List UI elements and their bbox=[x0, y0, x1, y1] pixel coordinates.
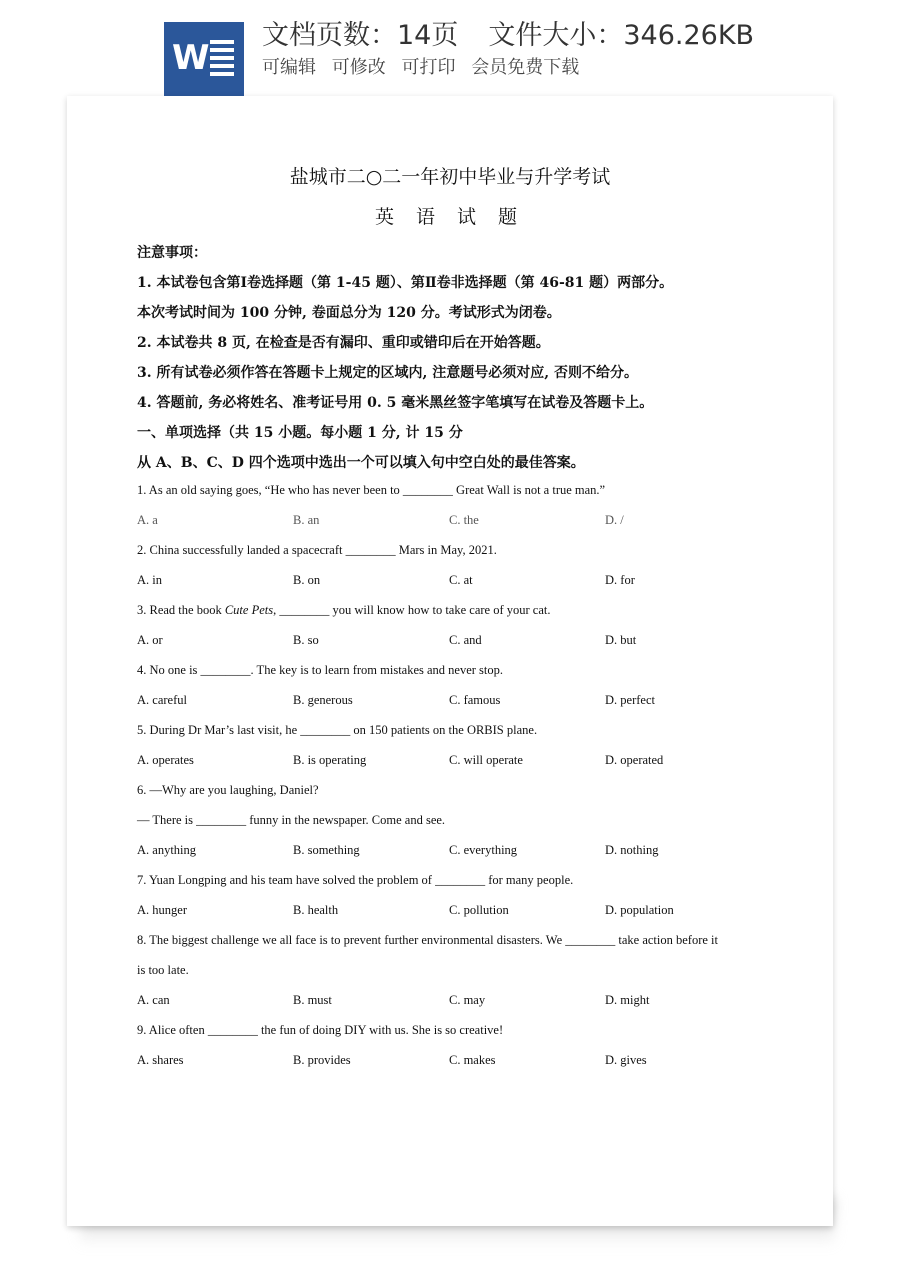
option-a: A. hunger bbox=[137, 903, 187, 917]
notice-item: 1. 本试卷包含第Ⅰ卷选择题（第 1-45 题）、第Ⅱ卷非选择题（第 46-81 题）两部分。 bbox=[137, 275, 674, 291]
option-c: C. pollution bbox=[449, 903, 509, 917]
notice-item: 2. 本试卷共 8 页, 在检查是否有漏印、重印或错印后在开始答题。 bbox=[137, 335, 550, 351]
notice-item: 3. 所有试卷必须作答在答题卡上规定的区域内, 注意题号必须对应, 否则不给分。 bbox=[137, 365, 638, 381]
option-c: C. makes bbox=[449, 1053, 496, 1067]
option-d: D. population bbox=[605, 903, 674, 917]
notice-item: 4. 答题前, 务必将姓名、准考证号用 0. 5 毫米黑丝签字笔填写在试卷及答题卡上。 bbox=[137, 395, 654, 411]
option-d: D. might bbox=[605, 993, 650, 1007]
option-d: D. but bbox=[605, 633, 637, 647]
feature-member-download: 会员免费下载 bbox=[471, 57, 580, 78]
exam-title: 盐城市二○二一年初中毕业与升学考试 bbox=[289, 166, 611, 188]
option-b: B. must bbox=[293, 993, 332, 1007]
document-page bbox=[67, 96, 833, 1226]
question-stem: 7. Yuan Longping and his team have solved the problem of ________ for many people. bbox=[137, 873, 574, 887]
feature-list bbox=[262, 56, 589, 80]
option-b: B. generous bbox=[293, 693, 353, 707]
question-stem-continued: — There is ________ funny in the newspaper. Come and see. bbox=[137, 813, 446, 827]
stem-text: 3. Read the book bbox=[137, 603, 225, 617]
option-c: C. everything bbox=[449, 843, 518, 857]
option-b: B. on bbox=[293, 573, 321, 587]
option-d: D. nothing bbox=[605, 843, 659, 857]
option-b: B. provides bbox=[293, 1053, 351, 1067]
question-stem: 6. —Why are you laughing, Daniel? bbox=[137, 783, 319, 797]
option-a: A. can bbox=[137, 993, 170, 1007]
feature-printable: 可打印 bbox=[401, 57, 456, 78]
option-c: C. famous bbox=[449, 693, 501, 707]
stem-text: , ________ you will know how to take care of your cat. bbox=[273, 603, 551, 617]
question-stem-continued: is too late. bbox=[137, 963, 189, 977]
option-a: A. operates bbox=[137, 753, 194, 767]
option-b: B. something bbox=[293, 843, 360, 857]
book-title: Cute Pets bbox=[224, 603, 274, 617]
option-a: A. careful bbox=[137, 693, 187, 707]
option-d: D. perfect bbox=[605, 693, 655, 707]
option-c: C. at bbox=[449, 573, 473, 587]
page-count: 文档页数：14页 bbox=[262, 20, 459, 51]
section-title: 一、单项选择（共 15 小题。每小题 1 分, 计 15 分 bbox=[137, 425, 463, 441]
option-b: B. health bbox=[293, 903, 339, 917]
option-c: C. may bbox=[449, 993, 486, 1007]
question-stem: 1. As an old saying goes, “He who has never been to ________ Great Wall is not a true man.” bbox=[137, 483, 606, 497]
option-c: C. and bbox=[449, 633, 482, 647]
option-d: D. for bbox=[605, 573, 635, 587]
option-b: B. an bbox=[293, 513, 320, 527]
option-b: B. so bbox=[293, 633, 319, 647]
option-a: A. or bbox=[137, 633, 163, 647]
doc-info-line bbox=[262, 18, 754, 54]
feature-editable: 可编辑 bbox=[262, 57, 316, 78]
question-stem: 8. The biggest challenge we all face is to prevent further environmental disasters. We ________ take action before it bbox=[137, 933, 718, 947]
option-c: C. the bbox=[449, 513, 479, 527]
option-c: C. will operate bbox=[449, 753, 523, 767]
option-d: D. / bbox=[605, 513, 624, 527]
question-stem: 4. No one is ________. The key is to learn from mistakes and never stop. bbox=[137, 663, 504, 677]
question-stem: 9. Alice often ________ the fun of doing DIY with us. She is so creative! bbox=[137, 1023, 504, 1037]
question-stem bbox=[137, 603, 550, 618]
word-icon-letter: W bbox=[172, 38, 210, 78]
file-size: 文件大小：346.26KB bbox=[488, 20, 755, 51]
question-stem: 2. China successfully landed a spacecraft ________ Mars in May, 2021. bbox=[137, 543, 497, 557]
option-a: A. in bbox=[137, 573, 162, 587]
word-document-icon bbox=[164, 22, 244, 96]
document-lines-icon bbox=[210, 40, 234, 80]
notice-item: 本次考试时间为 100 分钟, 卷面总分为 120 分。考试形式为闭卷。 bbox=[137, 305, 561, 321]
header-banner bbox=[0, 0, 900, 96]
option-d: D. operated bbox=[605, 753, 664, 767]
section-instruction: 从 A、B、C、D 四个选项中选出一个可以填入句中空白处的最佳答案。 bbox=[137, 455, 585, 471]
notice-heading: 注意事项： bbox=[137, 245, 207, 261]
question-stem: 5. During Dr Mar’s last visit, he ________ on 150 patients on the ORBIS plane. bbox=[137, 723, 538, 737]
option-a: A. a bbox=[137, 513, 158, 527]
option-b: B. is operating bbox=[293, 753, 367, 767]
option-d: D. gives bbox=[605, 1053, 647, 1067]
exam-subtitle: 英 语 试 题 bbox=[374, 206, 526, 228]
feature-modifiable: 可修改 bbox=[331, 57, 386, 78]
option-a: A. shares bbox=[137, 1053, 184, 1067]
option-a: A. anything bbox=[137, 843, 197, 857]
